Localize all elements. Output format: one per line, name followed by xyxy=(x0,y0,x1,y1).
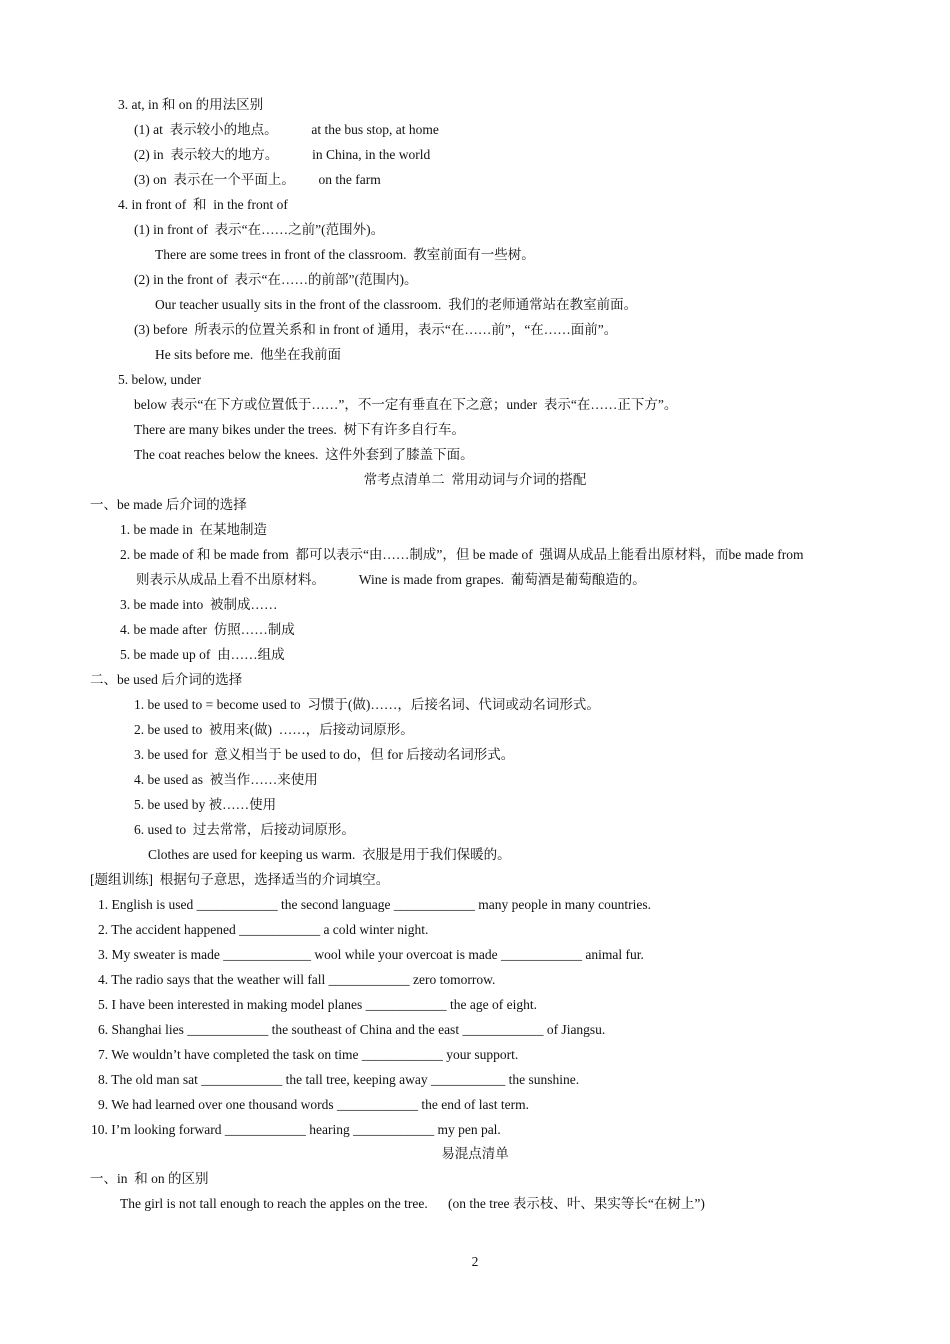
text-line: 2. be made of 和 be made from 都可以表示“由……制成”，但 be made of 强调从成品上能看出原材料，而be made from xyxy=(120,547,804,562)
example-line: Clothes are used for keeping us warm. 衣服是用于我们保暖的。 xyxy=(148,847,511,862)
section-heading: 一、be made 后介词的选择 xyxy=(90,497,247,512)
exercise-item: 4. The radio says that the weather will fall ____________ zero tomorrow. xyxy=(98,972,496,987)
example-line: The girl is not tall enough to reach the apples on the tree. (on the tree 表示枝、叶、果实等长“在树上”) xyxy=(120,1196,705,1211)
text-line: 6. used to 过去常常，后接动词原形。 xyxy=(134,822,355,837)
text-line: (2) in 表示较大的地方。 in China, in the world xyxy=(134,147,431,162)
text-line: 5. be made up of 由……组成 xyxy=(120,647,285,662)
example-line: He sits before me. 他坐在我前面 xyxy=(155,347,341,362)
exercise-item: 9. We had learned over one thousand words ____________ the end of last term. xyxy=(98,1097,529,1112)
text-line: 4. be used as 被当作……来使用 xyxy=(134,772,318,787)
example-line: There are some trees in front of the classroom. 教室前面有一些树。 xyxy=(155,247,535,262)
text-line: (3) before 所表示的位置关系和 in front of 通用，表示“在……前”，“在……面前”。 xyxy=(134,322,618,337)
text-line: (1) at 表示较小的地点。 at the bus stop, at home xyxy=(134,122,439,137)
section-heading: 二、be used 后介词的选择 xyxy=(90,672,243,687)
text-line: 4. be made after 仿照……制成 xyxy=(120,622,295,637)
exercise-item: 10. I’m looking forward ____________ hearing ____________ my pen pal. xyxy=(91,1122,501,1137)
exercise-item: 3. My sweater is made _____________ wool while your overcoat is made ____________ animal fur. xyxy=(98,947,644,962)
text-line: 1. be made in 在某地制造 xyxy=(120,522,267,537)
exercise-item: 2. The accident happened ____________ a cold winter night. xyxy=(98,922,429,937)
text-line: 5. be used by 被……使用 xyxy=(134,797,277,812)
exercise-item: 5. I have been interested in making model planes ____________ the age of eight. xyxy=(98,997,538,1012)
example-line: The coat reaches below the knees. 这件外套到了膝盖下面。 xyxy=(134,447,474,462)
text-line: 则表示从成品上看不出原材料。 Wine is made from grapes. 葡萄酒是葡萄酿造的。 xyxy=(136,572,646,587)
text-line: (3) on 表示在一个平面上。 on the farm xyxy=(134,172,381,187)
example-line: There are many bikes under the trees. 树下有许多自行车。 xyxy=(134,422,466,437)
heading-at-in-on: 3. at, in 和 on 的用法区别 xyxy=(118,97,264,112)
heading-in-front-of: 4. in front of 和 in the front of xyxy=(118,197,288,212)
text-line: 1. be used to = become used to 习惯于(做)……，后接名词、代词或动名词形式。 xyxy=(134,697,600,712)
example-line: Our teacher usually sits in the front of the classroom. 我们的老师通常站在教室前面。 xyxy=(155,297,638,312)
heading-below-under: 5. below, under xyxy=(118,372,202,387)
text-line: 3. be used for 意义相当于 be used to do，但 for 后接动名词形式。 xyxy=(134,747,515,762)
exercise-item: 6. Shanghai lies ____________ the southeast of China and the east ____________ of Jiangsu. xyxy=(98,1022,606,1037)
text-line: (2) in the front of 表示“在……的前部”(范围内)。 xyxy=(134,272,418,287)
text-line: below 表示“在下方或位置低于……”，不一定有垂直在下之意；under 表示“在……正下方”。 xyxy=(134,397,678,412)
section-title: 常考点清单二 常用动词与介词的搭配 xyxy=(363,472,587,487)
text-line: (1) in front of 表示“在……之前”(范围外)。 xyxy=(134,222,385,237)
text-line: 3. be made into 被制成…… xyxy=(120,597,278,612)
text-line: 2. be used to 被用来(做) ……，后接动词原形。 xyxy=(134,722,414,737)
exercise-heading: [题组训练] 根据句子意思，选择适当的介词填空。 xyxy=(90,872,390,887)
page-number: 2 xyxy=(471,1254,479,1269)
exercise-item: 8. The old man sat ____________ the tall tree, keeping away ___________ the sunshine. xyxy=(98,1072,580,1087)
section-title: 易混点清单 xyxy=(441,1146,509,1161)
section-heading: 一、in 和 on 的区别 xyxy=(90,1171,209,1186)
exercise-item: 7. We wouldn’t have completed the task on time ____________ your support. xyxy=(98,1047,519,1062)
exercise-item: 1. English is used ____________ the second language ____________ many people in many countries. xyxy=(98,897,652,912)
